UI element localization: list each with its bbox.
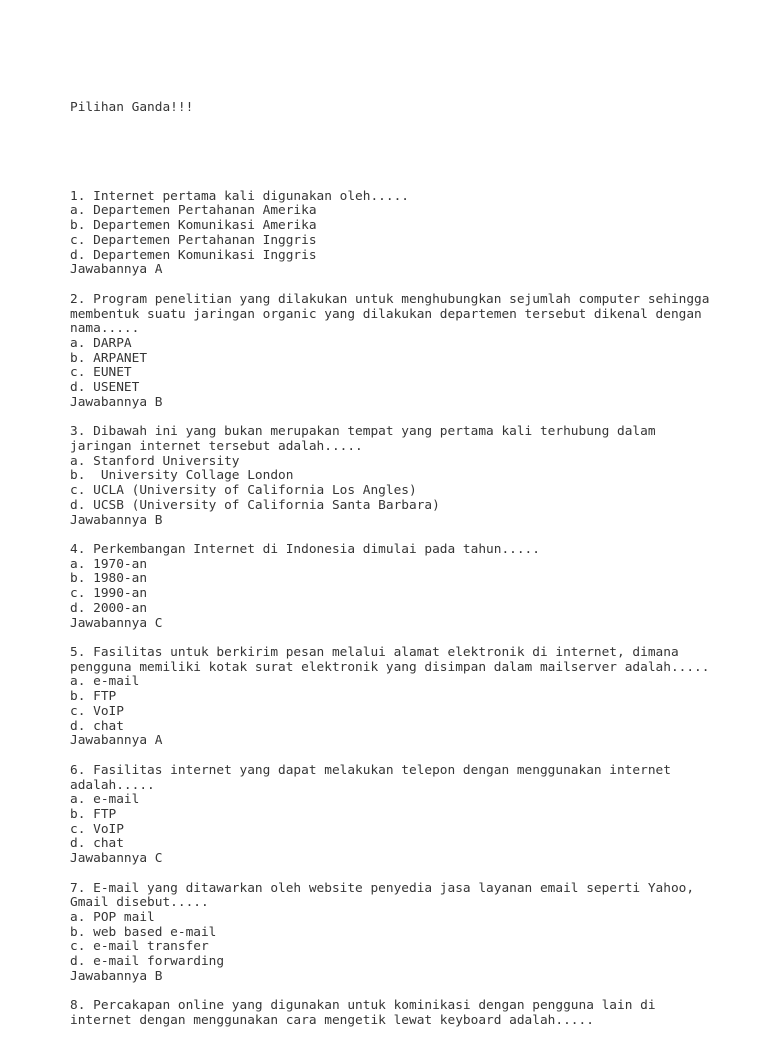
question-text-line: 4. Perkembangan Internet di Indonesia dimulai pada tahun.....	[70, 542, 540, 557]
answer-option[interactable]: d. UCSB (University of California Santa Barbara)	[70, 497, 440, 513]
question-block	[70, 999, 768, 1028]
answer-key-line: Jawabannya B	[70, 512, 163, 528]
question-block	[70, 646, 768, 749]
question-text-line: 5. Fasilitas untuk berkirim pesan melalui alamat elektronik di internet, dimana	[70, 645, 679, 661]
question-text-line: jaringan internet tersebut adalah.....	[70, 438, 363, 454]
spacer-line	[70, 867, 768, 882]
document-text-body	[70, 72, 768, 1058]
question-text-line: adalah.....	[70, 777, 155, 793]
answer-option[interactable]: c. EUNET	[70, 365, 132, 381]
question-block	[70, 425, 768, 528]
question-block	[70, 764, 768, 867]
answer-key-line: Jawabannya B	[70, 394, 163, 410]
answer-option[interactable]: c. e-mail transfer	[70, 939, 209, 955]
question-text-line: 7. E-mail yang ditawarkan oleh website penyedia jasa layanan email seperti Yahoo,	[70, 880, 695, 896]
answer-option[interactable]: a. DARPA	[70, 335, 132, 351]
answer-option[interactable]: b. FTP	[70, 689, 117, 705]
answer-option[interactable]: a. e-mail	[70, 674, 140, 690]
answer-option[interactable]: b. University Collage London	[70, 468, 294, 484]
question-text-line: 1. Internet pertama kali digunakan oleh.....	[70, 188, 409, 204]
question-text-line: nama.....	[70, 321, 140, 337]
answer-option[interactable]: b. web based e-mail	[70, 924, 217, 940]
answer-key-line: Jawabannya C	[70, 615, 163, 631]
question-block	[70, 543, 768, 631]
answer-option[interactable]: b. FTP	[70, 806, 117, 822]
question-text-line: 8. Percakapan online yang digunakan untuk kominikasi dengan pengguna lain di	[70, 998, 656, 1014]
answer-key-line: Jawabannya C	[70, 851, 163, 867]
question-text-line: pengguna memiliki kotak surat elektronik yang disimpan dalam mailserver adalah.....	[70, 659, 710, 675]
answer-option[interactable]: c. VoIP	[70, 821, 124, 837]
answer-option[interactable]: d. chat	[70, 718, 124, 734]
answer-option[interactable]: a. Departemen Pertahanan Amerika	[70, 203, 317, 219]
question-text-line: internet dengan menggunakan cara mengetik lewat keyboard adalah.....	[70, 1013, 594, 1028]
question-text-line: membentuk suatu jaringan organic yang dilakukan departemen tersebut dikenal dengan	[70, 306, 702, 322]
spacer-line	[70, 749, 768, 764]
answer-option[interactable]: c. UCLA (University of California Los Angles)	[70, 483, 417, 499]
spacer-line	[70, 631, 768, 646]
answer-option[interactable]: b. 1980-an	[70, 571, 148, 587]
spacer-line	[70, 985, 768, 1000]
answer-option[interactable]: c. VoIP	[70, 703, 124, 719]
document-heading: Pilihan Ganda!!!	[70, 100, 194, 116]
question-text-line: 3. Dibawah ini yang bukan merupakan tempat yang pertama kali terhubung dalam	[70, 424, 656, 440]
question-text-line: 6. Fasilitas internet yang dapat melakukan telepon dengan menggunakan internet	[70, 762, 671, 778]
question-block	[70, 190, 768, 278]
answer-option[interactable]: c. Departemen Pertahanan Inggris	[70, 232, 317, 248]
answer-option[interactable]: a. e-mail	[70, 792, 140, 808]
answer-option[interactable]: d. Departemen Komunikasi Inggris	[70, 247, 317, 263]
answer-key-line: Jawabannya B	[70, 968, 163, 984]
spacer-line	[70, 411, 768, 426]
answer-option[interactable]: c. 1990-an	[70, 586, 148, 602]
answer-option[interactable]: d. e-mail forwarding	[70, 954, 225, 970]
answer-key-line: Jawabannya A	[70, 733, 163, 749]
answer-option[interactable]: b. ARPANET	[70, 350, 148, 366]
question-block	[70, 293, 768, 411]
spacer-line	[70, 278, 768, 293]
answer-option[interactable]: d. USENET	[70, 380, 140, 396]
answer-key-line: Jawabannya A	[70, 262, 163, 278]
answer-option[interactable]: d. chat	[70, 836, 124, 852]
answer-option[interactable]: b. Departemen Komunikasi Amerika	[70, 218, 317, 234]
question-text-line: 2. Program penelitian yang dilakukan untuk menghubungkan sejumlah computer sehingga	[70, 291, 710, 307]
spacer-line	[70, 528, 768, 543]
question-block-list	[70, 190, 768, 1029]
spacer-line	[70, 146, 768, 161]
question-text-line: Gmail disebut.....	[70, 895, 209, 911]
answer-option[interactable]: a. 1970-an	[70, 556, 148, 572]
answer-option[interactable]: d. 2000-an	[70, 600, 148, 616]
question-block	[70, 882, 768, 985]
answer-option[interactable]: a. Stanford University	[70, 453, 240, 469]
answer-option[interactable]: a. POP mail	[70, 909, 155, 925]
